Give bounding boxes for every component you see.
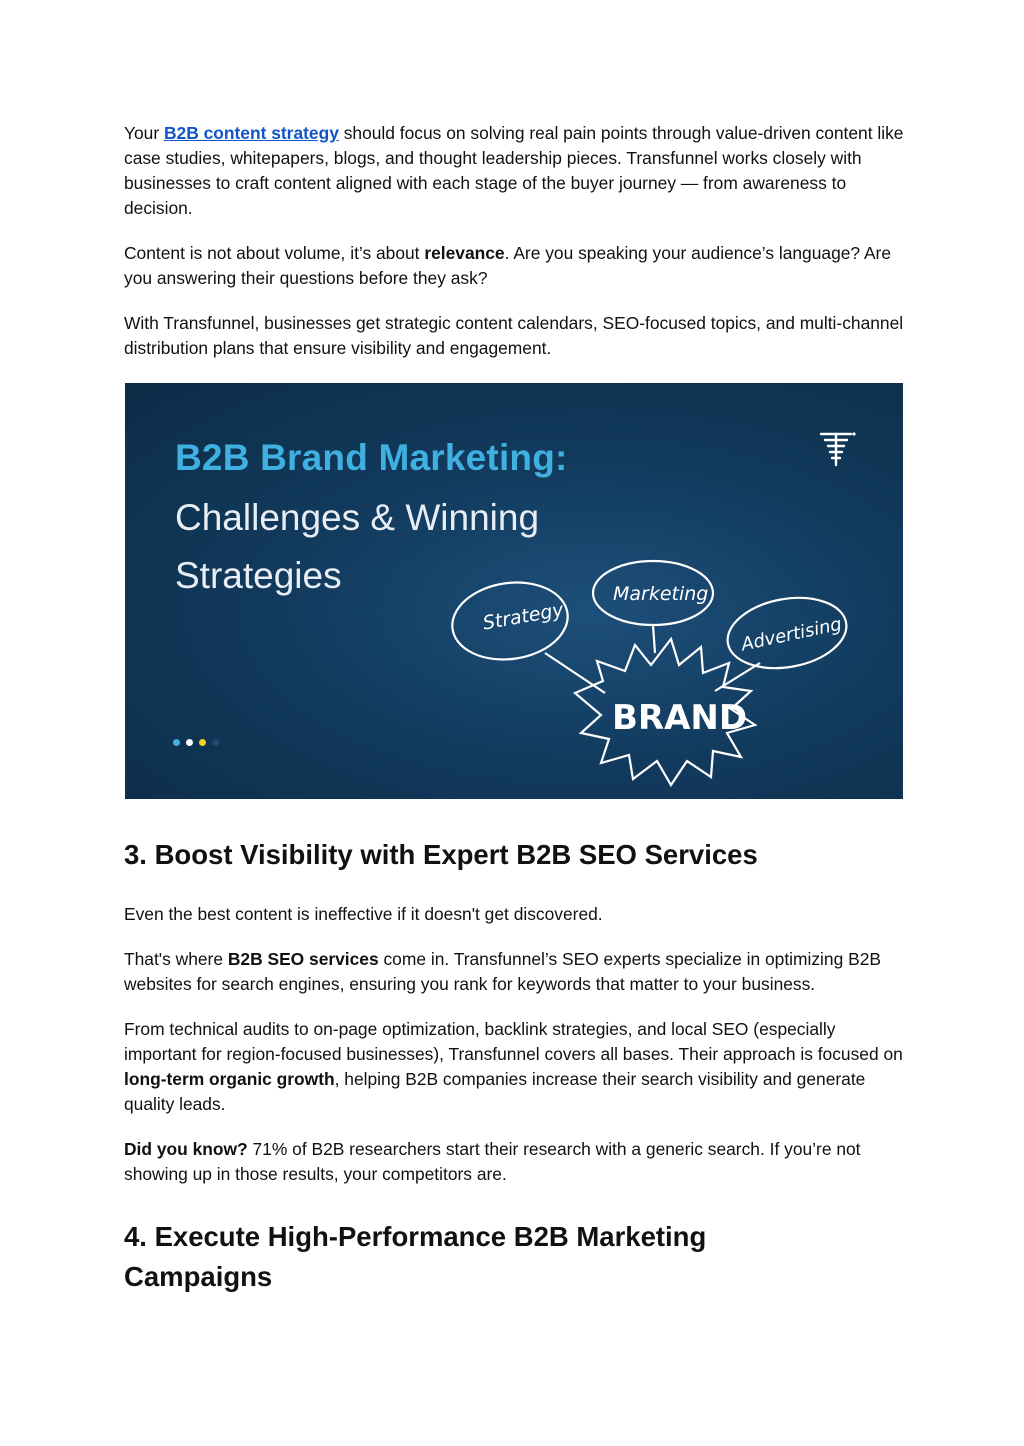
- text: , helping B2B companies increase their search visibility and generate quality leads.: [124, 1069, 866, 1114]
- b2b-brand-marketing-banner: [125, 383, 903, 799]
- banner-title-line2: Challenges & Winning: [175, 497, 540, 538]
- bold-text: relevance: [424, 243, 505, 263]
- text: . Are you speaking your audience’s language? Are you answering their questions before they ask?: [124, 243, 892, 288]
- heading-line: Campaigns: [124, 1261, 273, 1292]
- carousel-dot: [199, 739, 206, 746]
- bubble-strategy-text: Strategy: [481, 598, 566, 635]
- carousel-dot: [186, 739, 193, 746]
- text: That's where: [124, 949, 228, 969]
- paragraph-content-calendars: With Transfunnel, businesses get strategic content calendars, SEO-focused topics, and multi-channel distribution plans that ensure visibility and engagement.: [124, 313, 904, 358]
- text: come in. Transfunnel’s SEO experts specialize in optimizing B2B websites for search engines, ensuring you rank for keywords that matter to your business.: [124, 949, 881, 994]
- text: should focus on solving real pain points through value-driven content like case studies, whitepapers, blogs, and thought leadership pieces. Transfunnel works closely with businesses to craft content aligned with each stage of the buyer journey — from awareness to decision.: [124, 123, 904, 218]
- document-page: [124, 121, 904, 1297]
- text: 71% of B2B researchers start their research with a generic search. If you’re not showing up in those results, your competitors are.: [124, 1139, 861, 1184]
- bold-text: long-term organic growth: [124, 1069, 335, 1089]
- bubble-advertising-text: Advertising: [739, 613, 844, 656]
- text: Content is not about volume, it’s about: [124, 243, 425, 263]
- burst-brand-text: BRAND: [612, 698, 748, 738]
- bubble-marketing-text: Marketing: [613, 583, 709, 605]
- carousel-dot: [173, 739, 180, 746]
- text: From technical audits to on-page optimization, backlink strategies, and local SEO (especially important for region-focused businesses), Transfunnel covers all bases. Their approach is focused on: [124, 1019, 903, 1064]
- paragraph-did-you-know: [124, 1137, 904, 1187]
- paragraph-relevance: [124, 241, 904, 291]
- paragraph-content-strategy: [124, 121, 904, 221]
- carousel-dots: [173, 739, 219, 746]
- transfunnel-logo-icon: [817, 429, 857, 469]
- paragraph-seo-services: [124, 947, 904, 997]
- connector-line: [653, 625, 655, 653]
- paragraph-discovered: Even the best content is ineffective if it doesn't get discovered.: [124, 904, 603, 924]
- text: Your: [124, 123, 164, 143]
- b2b-content-strategy-link[interactable]: B2B content strategy: [163, 123, 339, 143]
- section-3-heading: 3. Boost Visibility with Expert B2B SEO Services: [124, 839, 758, 870]
- heading-line: 4. Execute High-Performance B2B Marketing: [124, 1221, 707, 1252]
- banner-title-line3: Strategies: [175, 555, 342, 596]
- carousel-dot: [212, 739, 219, 746]
- paragraph-technical-audits: [124, 1017, 904, 1117]
- banner-title-line1: B2B Brand Marketing:: [175, 437, 568, 478]
- bold-text: B2B SEO services: [227, 949, 379, 969]
- bold-text: Did you know?: [124, 1139, 248, 1159]
- connector-line: [715, 663, 760, 691]
- brand-illustration: [425, 553, 895, 793]
- connector-line: [545, 653, 605, 693]
- section-4-heading: [124, 1217, 904, 1297]
